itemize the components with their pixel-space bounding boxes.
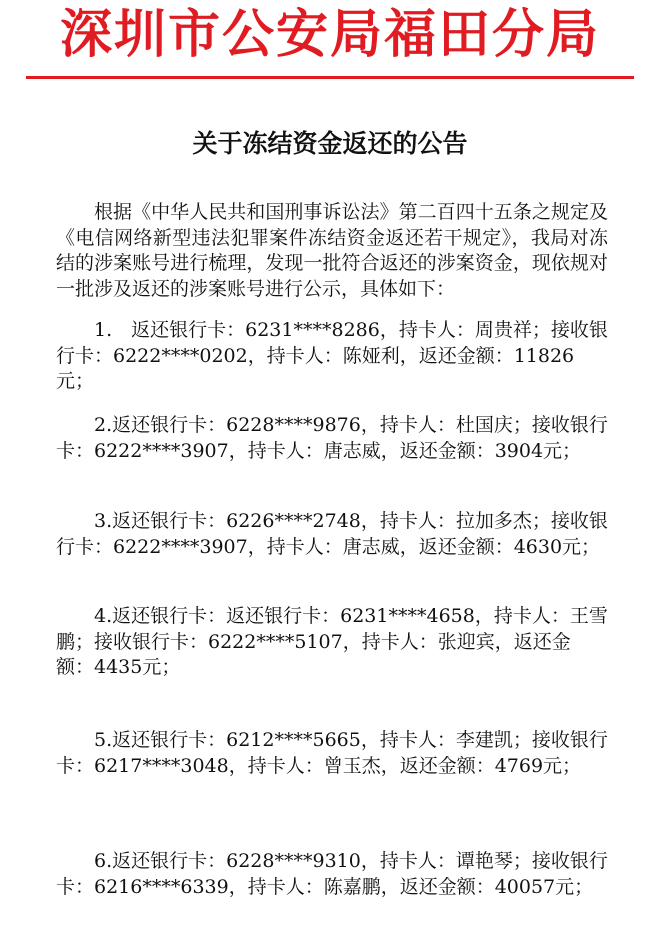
agency-header: 深圳市公安局福田分局	[59, 5, 600, 65]
notice-title: 关于冻结资金返还的公告	[192, 129, 468, 158]
refund-item: 2.返还银行卡：6228****9876，持卡人：杜国庆；接收银行卡：6222****3907，持卡人：唐志威，返还金额：3904元；	[56, 414, 608, 462]
refund-item: 3.返还银行卡：6226****2748，持卡人：拉加多杰；接收银行卡：6222****3907，持卡人：唐志威，返还金额：4630元；	[56, 510, 608, 558]
refund-item: 5.返还银行卡：6212****5665，持卡人：李建凯；接收银行卡：6217****3048，持卡人：曾玉杰，返还金额：4769元；	[56, 729, 608, 777]
refund-item: 6.返还银行卡：6228****9310，持卡人：谭艳琴；接收银行卡：6216****6339，持卡人：陈嘉鹏，返还金额：40057元；	[56, 850, 608, 898]
refund-item: 4.返还银行卡：返还银行卡：6231****4658，持卡人：王雪鹏；接收银行卡：6222****5107，持卡人：张迎宾，返还金额：4435元；	[56, 605, 608, 678]
refund-item: 1. 返还银行卡：6231****8286，持卡人：周贵祥；接收银行卡：6222****0202，持卡人：陈娅利，返还金额：11826元；	[56, 319, 608, 392]
header-red-rule	[26, 76, 634, 79]
notice-intro: 根据《中华人民共和国刑事诉讼法》第二百四十五条之规定及《电信网络新型违法犯罪案件冻结资金返还若干规定》，我局对冻结的涉案账号进行梳理，发现一批符合返还的涉案资金，现依规对一批涉及返还的涉案账号进行公示，具体如下：	[56, 201, 608, 300]
